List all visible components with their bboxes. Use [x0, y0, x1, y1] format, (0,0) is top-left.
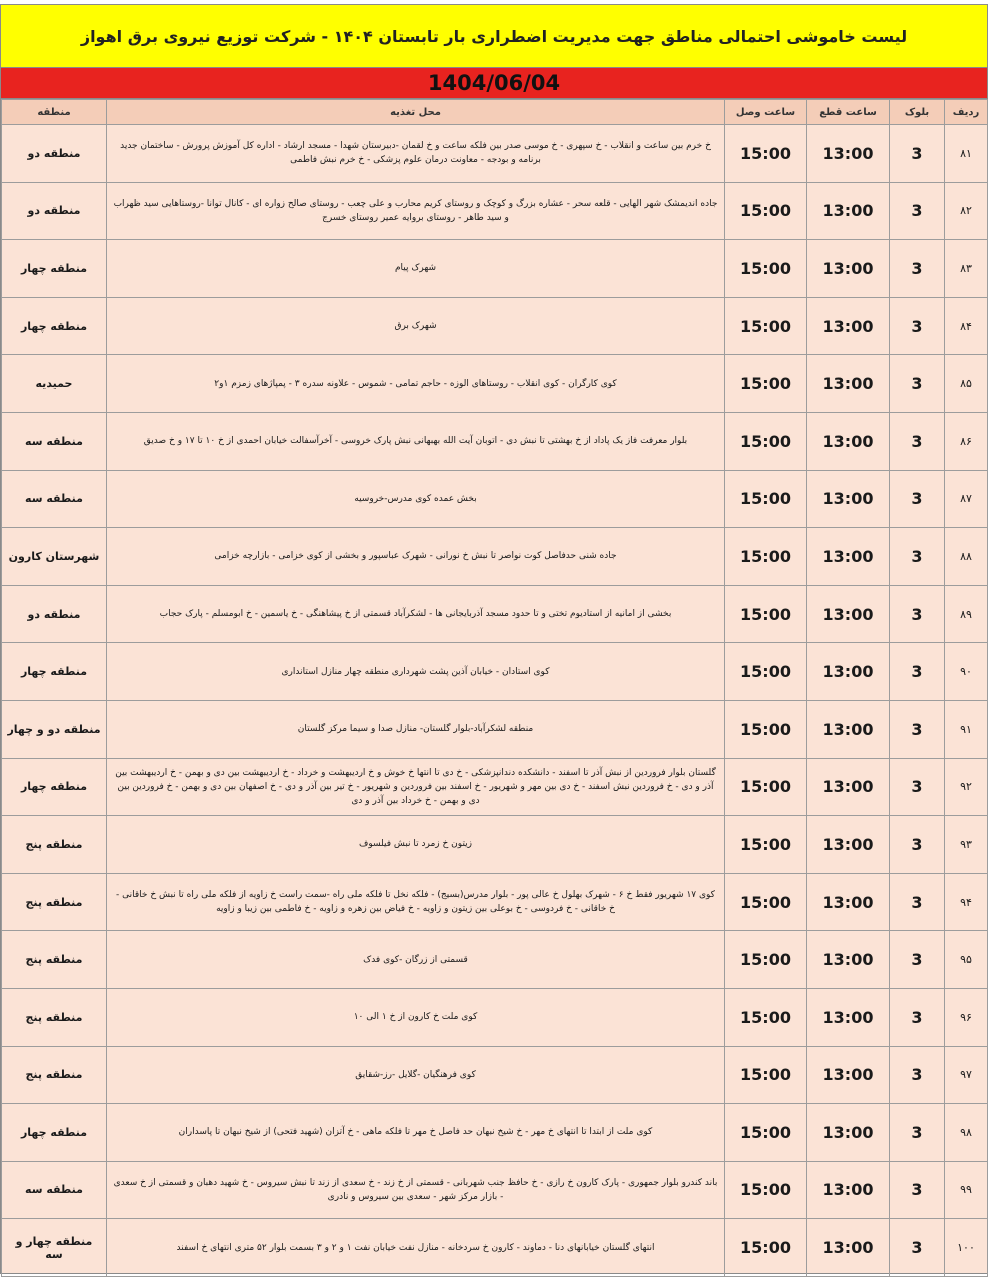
row-number-cell: ۹۴	[945, 873, 988, 931]
row-number-cell: ۹۱	[945, 700, 988, 758]
location-cell: بلوار معرفت فاز یک پاداد از خ بهشتی تا نبش دی - اتوبان آیت الله بهبهانی نبش پارک خروسی - آخرآسفالت خیابان احمدی از خ ۱۰ تا ۱۷ و خ صدیق	[107, 412, 725, 470]
cut-time-cell: 13:00	[807, 816, 890, 874]
table-row	[2, 1161, 988, 1219]
table-row	[2, 816, 988, 874]
cut-time-cell: 13:00	[807, 1104, 890, 1162]
region-cell: منطقه چهار	[2, 758, 107, 816]
table-row	[2, 988, 988, 1046]
cut-time-cell: 13:00	[807, 1046, 890, 1104]
table-row	[2, 873, 988, 931]
region-cell: منطقه پنج	[2, 816, 107, 874]
row-number-cell: ۹۷	[945, 1046, 988, 1104]
location-cell: جاده شنی حدفاصل کوت نواصر تا نبش خ نورانی - شهرک عباسپور و بخشی از کوی خزامی - بازارچه خزامی	[107, 528, 725, 586]
connect-time-cell: 15:00	[725, 585, 807, 643]
cut-time-cell: 13:00	[807, 240, 890, 298]
row-number-cell: ۸۳	[945, 240, 988, 298]
block-cell: 3	[890, 643, 945, 701]
block-cell: 3	[890, 355, 945, 413]
column-header-connect-time: ساعت وصل	[725, 100, 807, 125]
block-cell: 3	[890, 816, 945, 874]
block-cell: 3	[890, 240, 945, 298]
cut-time-cell: 13:00	[807, 643, 890, 701]
column-header-row-number: ردیف	[945, 100, 988, 125]
outage-schedule-sheet	[0, 4, 988, 1274]
location-cell: کوی ملت خ کارون از خ ۱ الی ۱۰	[107, 988, 725, 1046]
table-row	[2, 585, 988, 643]
block-cell: 3	[890, 988, 945, 1046]
cut-time-cell: 13:00	[807, 297, 890, 355]
region-cell: منطقه سه	[2, 1161, 107, 1219]
row-number-cell: ۹۸	[945, 1104, 988, 1162]
cut-time-cell: 13:00	[807, 931, 890, 989]
region-cell: منطقه چهار	[2, 297, 107, 355]
location-cell: کوی کارگران - کوی انقلاب - روستاهای الوزه - حاجم تمامی - شموس - علاونه سدره ۳ - پمپاژهای زمزم ۱و۲	[107, 355, 725, 413]
block-cell: 3	[890, 412, 945, 470]
cut-time-cell: 13:00	[807, 1219, 890, 1277]
region-cell: منطقه سه	[2, 412, 107, 470]
location-cell: گلستان بلوار فروردین از نبش آذر تا اسفند - دانشکده دندانپزشکی - خ دی تا انتها خ خوش و خ اردیبهشت و خرداد - خ اردیبهشت بین دی و بهمن - خ اردیبهشت بین آذر و دی - خ فروردین نبش اسفند - خ دی بین مهر و شهریور - خ اسفند بین فروردین و شهریور - خ تیر بین آذر و دی - خ اصفهان بین دی و بهمن - خ فروردین بین دی و بهمن - خ خرداد بین آذر و دی	[107, 758, 725, 816]
connect-time-cell: 15:00	[725, 470, 807, 528]
row-number-cell: ۹۶	[945, 988, 988, 1046]
row-number-cell: ۸۶	[945, 412, 988, 470]
region-cell: منطقه چهار	[2, 1104, 107, 1162]
row-number-cell: ۹۳	[945, 816, 988, 874]
block-cell: 3	[890, 1104, 945, 1162]
block-cell: 3	[890, 470, 945, 528]
connect-time-cell: 15:00	[725, 988, 807, 1046]
cut-time-cell: 13:00	[807, 700, 890, 758]
block-cell: 3	[890, 873, 945, 931]
table-row	[2, 412, 988, 470]
row-number-cell: ۹۹	[945, 1161, 988, 1219]
block-cell: 3	[890, 1046, 945, 1104]
row-number-cell: ۸۸	[945, 528, 988, 586]
location-cell: زیتون خ زمرد تا نبش فیلسوف	[107, 816, 725, 874]
block-cell: 3	[890, 585, 945, 643]
location-cell: کوی فرهنگیان -گلایل -رز-شقایق	[107, 1046, 725, 1104]
location-cell: کوی ۱۷ شهریور فقط خ ۶ - شهرک بهلول خ عالی پور - بلوار مدرس(بسیج) - فلکه نخل تا فلکه ملی راه -سمت راست خ زاویه از فلکه ملی راه تا نبش خ خاقانی - خ خاقانی - خ فردوسی - خ بوعلی بین زیتون و زاویه - خ فیاض بین زهره و زاویه - خ فاطمی بین زیبا و زاویه	[107, 873, 725, 931]
row-number-cell: ۱۰۰	[945, 1219, 988, 1277]
region-cell: منطقه پنج	[2, 931, 107, 989]
row-number-cell: ۸۵	[945, 355, 988, 413]
table-row	[2, 297, 988, 355]
connect-time-cell: 15:00	[725, 1161, 807, 1219]
cut-time-cell: 13:00	[807, 412, 890, 470]
region-cell: منطقه پنج	[2, 988, 107, 1046]
page-title: لیست خاموشی احتمالی مناطق جهت مدیریت اضطراری بار تابستان ۱۴۰۴ - شرکت توزیع نیروی برق اهواز	[1, 5, 987, 68]
region-cell: منطقه دو	[2, 125, 107, 183]
block-cell: 3	[890, 700, 945, 758]
row-number-cell: ۸۲	[945, 182, 988, 240]
cut-time-cell: 13:00	[807, 758, 890, 816]
table-row	[2, 758, 988, 816]
cut-time-cell: 13:00	[807, 355, 890, 413]
location-cell: خ خرم بین ساعت و انقلاب - خ سپهری - خ موسی صدر بین فلکه ساعت و خ لقمان -دبیرستان شهدا - مسجد ارشاد - اداره کل آموزش پرورش - ساختمان جدید برنامه و بودجه - معاونت درمان علوم پزشکی - خ خرم نبش فاطمی	[107, 125, 725, 183]
location-cell: منطقه لشکرآباد-بلوار گلستان- منازل صدا و سیما مرکز گلستان	[107, 700, 725, 758]
connect-time-cell: 15:00	[725, 125, 807, 183]
table-row	[2, 1219, 988, 1277]
table-row	[2, 1104, 988, 1162]
block-cell: 3	[890, 1161, 945, 1219]
region-cell: منطقه پنج	[2, 1046, 107, 1104]
table-row	[2, 125, 988, 183]
outage-table	[1, 99, 988, 1277]
connect-time-cell: 15:00	[725, 182, 807, 240]
region-cell: منطقه چهار و سه	[2, 1219, 107, 1277]
row-number-cell: ۸۷	[945, 470, 988, 528]
location-cell: قسمتی از زرگان -کوی فدک	[107, 931, 725, 989]
row-number-cell: ۹۵	[945, 931, 988, 989]
block-cell: 3	[890, 931, 945, 989]
connect-time-cell: 15:00	[725, 873, 807, 931]
cut-time-cell: 13:00	[807, 873, 890, 931]
column-header-cut-time: ساعت قطع	[807, 100, 890, 125]
cut-time-cell: 13:00	[807, 528, 890, 586]
location-cell: شهرک برق	[107, 297, 725, 355]
table-row	[2, 240, 988, 298]
block-cell: 3	[890, 297, 945, 355]
connect-time-cell: 15:00	[725, 931, 807, 989]
connect-time-cell: 15:00	[725, 643, 807, 701]
connect-time-cell: 15:00	[725, 758, 807, 816]
block-cell: 3	[890, 528, 945, 586]
row-number-cell: ۹۰	[945, 643, 988, 701]
cut-time-cell: 13:00	[807, 988, 890, 1046]
column-header-location: محل تغذیه	[107, 100, 725, 125]
table-header-row	[2, 100, 988, 125]
block-cell: 3	[890, 758, 945, 816]
location-cell: شهرک پیام	[107, 240, 725, 298]
block-cell: 3	[890, 1219, 945, 1277]
block-cell: 3	[890, 125, 945, 183]
row-number-cell: ۸۱	[945, 125, 988, 183]
location-cell: باند کندرو بلوار جمهوری - پارک کارون خ رازی - خ حافظ جنب شهربانی - قسمتی از خ زند - خ سعدی از زند تا نبش سیروس - خ شهید دهبان و قسمتی از خ سعدی - بازار مرکز شهر - سعدی بین سیروس و نادری	[107, 1161, 725, 1219]
region-cell: شهرستان کارون	[2, 528, 107, 586]
region-cell: منطقه پنج	[2, 873, 107, 931]
row-number-cell: ۸۹	[945, 585, 988, 643]
table-row	[2, 700, 988, 758]
connect-time-cell: 15:00	[725, 355, 807, 413]
location-cell: کوی استادان - خیابان آذین پشت شهرداری منطقه چهار منازل استانداری	[107, 643, 725, 701]
location-cell: جاده اندیمشک شهر الهایی - قلعه سحر - عشاره بزرگ و کوچک و روستای کریم محارب و علی چعب - روستای صالح زواره ای - کانال توانا -روستاهایی سید ظهراب و سید طاهر - روستای بروایه عمیر روستای خسرج	[107, 182, 725, 240]
block-cell: 3	[890, 182, 945, 240]
row-number-cell: ۸۴	[945, 297, 988, 355]
connect-time-cell: 15:00	[725, 700, 807, 758]
connect-time-cell: 15:00	[725, 240, 807, 298]
table-row	[2, 182, 988, 240]
table-row	[2, 1046, 988, 1104]
region-cell: منطقه سه	[2, 470, 107, 528]
table-row	[2, 931, 988, 989]
column-header-region: منطقه	[2, 100, 107, 125]
cut-time-cell: 13:00	[807, 585, 890, 643]
table-row	[2, 355, 988, 413]
cut-time-cell: 13:00	[807, 1161, 890, 1219]
table-row	[2, 643, 988, 701]
connect-time-cell: 15:00	[725, 1046, 807, 1104]
connect-time-cell: 15:00	[725, 1219, 807, 1277]
row-number-cell: ۹۲	[945, 758, 988, 816]
region-cell: حمیدیه	[2, 355, 107, 413]
cut-time-cell: 13:00	[807, 470, 890, 528]
column-header-block: بلوک	[890, 100, 945, 125]
connect-time-cell: 15:00	[725, 528, 807, 586]
region-cell: منطقه دو	[2, 585, 107, 643]
region-cell: منطقه چهار	[2, 643, 107, 701]
table-body	[2, 125, 988, 1277]
connect-time-cell: 15:00	[725, 412, 807, 470]
schedule-date: 1404/06/04	[1, 68, 987, 99]
location-cell: انتهای گلستان خیابانهای دنا - دماوند - کارون خ سردخانه - منازل نفت خیابان نفت ۱ و ۲ و ۳ بسمت بلوار ۵۲ متری انتهای خ اسفند	[107, 1219, 725, 1277]
cut-time-cell: 13:00	[807, 125, 890, 183]
region-cell: منطقه چهار	[2, 240, 107, 298]
table-row	[2, 528, 988, 586]
connect-time-cell: 15:00	[725, 297, 807, 355]
cut-time-cell: 13:00	[807, 182, 890, 240]
table-row	[2, 470, 988, 528]
location-cell: بخشی از امانیه از استادیوم تختی و تا حدود مسجد آذربایجانی ها - لشکرآباد قسمتی از خ پیشاهنگی - خ یاسمین - خ ابومسلم - پارک حجاب	[107, 585, 725, 643]
location-cell: بخش عمده کوی مدرس-خروسیه	[107, 470, 725, 528]
connect-time-cell: 15:00	[725, 816, 807, 874]
region-cell: منطقه دو	[2, 182, 107, 240]
location-cell: کوی ملت از ابتدا تا انتهای خ مهر - خ شیخ نبهان حد فاصل خ مهر تا فلکه ماهی - خ آتزان (شهید فتحی) از شیخ نبهان تا پاسداران	[107, 1104, 725, 1162]
region-cell: منطقه دو و چهار	[2, 700, 107, 758]
connect-time-cell: 15:00	[725, 1104, 807, 1162]
